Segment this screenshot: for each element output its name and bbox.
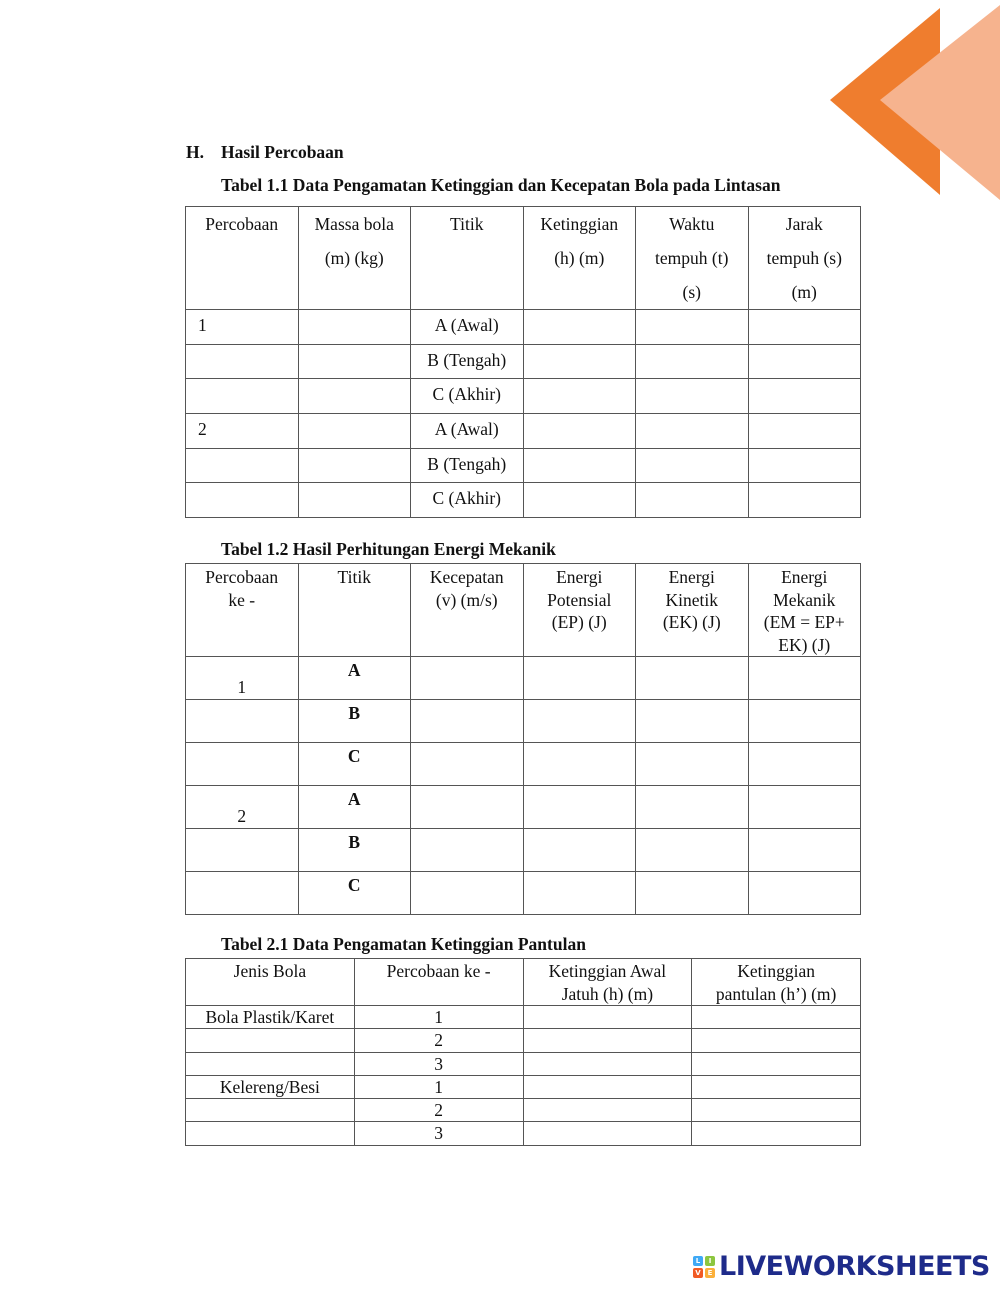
header-line: (h) (m) [554,248,605,268]
header-line: Jatuh (h) (m) [561,983,654,1004]
jarak-input-cell[interactable] [748,414,861,449]
massa-input-cell[interactable] [298,448,411,483]
ketinggian-awal-input-cell[interactable] [523,1052,692,1075]
corner-decoration [810,0,1000,200]
percobaan-cell [186,344,299,379]
column-header [411,564,524,657]
percobaan-cell [186,743,299,786]
table-row [186,344,861,379]
percobaan-cell [186,700,299,743]
liveworksheets-logo [693,1251,990,1282]
percobaan-cell [186,829,299,872]
table-row [186,1052,861,1075]
table-row [186,1029,861,1052]
logo-text: LIVEWORKSHEETS [719,1251,990,1282]
header-line: Waktu [669,214,715,234]
kecepatan-input-cell[interactable] [411,829,524,872]
logo-square: E [705,1268,715,1278]
ketinggian-input-cell[interactable] [523,414,636,449]
ketinggian-pantulan-input-cell[interactable] [692,1052,861,1075]
column-header [748,564,861,657]
table-row [186,786,861,829]
ketinggian-pantulan-input-cell[interactable] [692,1122,861,1145]
section-heading [186,142,344,163]
ketinggian-input-cell[interactable] [523,483,636,518]
ketinggian-pantulan-input-cell[interactable] [692,1099,861,1122]
kecepatan-input-cell[interactable] [411,743,524,786]
percobaan-cell [186,448,299,483]
header-line: Ketinggian [737,961,815,981]
table-2-1 [185,958,861,1146]
logo-square: L [693,1256,703,1266]
massa-input-cell[interactable] [298,414,411,449]
energi-kinetik-input-cell[interactable] [636,786,749,829]
column-header [186,959,355,1006]
header-line: Potensial [547,589,612,610]
percobaan-ke-cell: 2 [354,1029,523,1052]
table-row [186,310,861,345]
energi-kinetik-input-cell[interactable] [636,657,749,700]
waktu-input-cell[interactable] [636,448,749,483]
titik-cell: A [298,657,411,700]
column-header [692,959,861,1006]
energi-potensial-input-cell[interactable] [523,872,636,915]
energi-potensial-input-cell[interactable] [523,657,636,700]
energi-potensial-input-cell[interactable] [523,700,636,743]
ketinggian-awal-input-cell[interactable] [523,1006,692,1029]
column-header [186,207,299,310]
logo-icon [693,1256,715,1278]
titik-cell: C [298,872,411,915]
energi-potensial-input-cell[interactable] [523,829,636,872]
waktu-input-cell[interactable] [636,483,749,518]
ketinggian-input-cell[interactable] [523,344,636,379]
header-line: Percobaan [205,214,279,234]
ketinggian-pantulan-input-cell[interactable] [692,1006,861,1029]
percobaan-cell [186,483,299,518]
energi-potensial-input-cell[interactable] [523,743,636,786]
energi-mekanik-input-cell[interactable] [748,872,861,915]
column-header [523,959,692,1006]
header-line: Ketinggian Awal [548,961,667,981]
logo-square: V [693,1268,703,1278]
massa-input-cell[interactable] [298,344,411,379]
section-letter: H. [186,142,204,162]
percobaan-cell: 1 [186,310,299,345]
column-header [411,207,524,310]
ketinggian-awal-input-cell[interactable] [523,1029,692,1052]
ketinggian-input-cell[interactable] [523,448,636,483]
jarak-input-cell[interactable] [748,310,861,345]
ketinggian-awal-input-cell[interactable] [523,1122,692,1145]
header-line: tempuh (s) [766,248,842,268]
header-line: Jarak [785,214,823,234]
column-header [636,207,749,310]
header-line: Percobaan [205,567,279,587]
table-row [186,1122,861,1145]
header-line: ke - [228,589,256,610]
energi-mekanik-input-cell[interactable] [748,743,861,786]
ketinggian-pantulan-input-cell[interactable] [692,1075,861,1098]
header-line: Energi [556,567,603,587]
titik-cell: B [298,700,411,743]
header-line: Kecepatan [429,567,504,587]
waktu-input-cell[interactable] [636,379,749,414]
energi-potensial-input-cell[interactable] [523,786,636,829]
jarak-input-cell[interactable] [748,483,861,518]
header-line: Energi [781,567,828,587]
ketinggian-input-cell[interactable] [523,379,636,414]
energi-mekanik-input-cell[interactable] [748,700,861,743]
column-header [523,207,636,310]
column-header [298,564,411,657]
header-line: Energi [668,567,715,587]
titik-cell: A [298,786,411,829]
jarak-input-cell[interactable] [748,344,861,379]
header-line: (v) (m/s) [435,589,498,610]
percobaan-cell [186,872,299,915]
titik-cell: B (Tengah) [411,448,524,483]
ketinggian-awal-input-cell[interactable] [523,1075,692,1098]
kecepatan-input-cell[interactable] [411,700,524,743]
header-line: Titik [450,214,484,234]
column-header [523,564,636,657]
header-line: Percobaan ke - [386,961,491,981]
massa-input-cell[interactable] [298,310,411,345]
header-line: (s) [682,282,701,302]
titik-cell: C (Akhir) [411,483,524,518]
header-line: (m) (kg) [324,248,384,268]
jenis-bola-cell: Bola Plastik/Karet [186,1006,355,1029]
energi-mekanik-input-cell[interactable] [748,786,861,829]
column-header [354,959,523,1006]
table-row [186,414,861,449]
column-header [186,564,299,657]
percobaan-ke-cell: 3 [354,1122,523,1145]
titik-cell: C (Akhir) [411,379,524,414]
table-row [186,829,861,872]
header-line: (EP) (J) [551,612,607,632]
table-row [186,1006,861,1029]
header-line: Ketinggian [540,214,619,234]
header-line: (EK) (J) [662,612,721,632]
table-1-2 [185,563,861,915]
energi-kinetik-input-cell[interactable] [636,700,749,743]
energi-kinetik-input-cell[interactable] [636,872,749,915]
jenis-bola-cell: Kelereng/Besi [186,1075,355,1098]
table-row [186,379,861,414]
header-line: Jenis Bola [233,961,307,981]
logo-square: I [705,1256,715,1266]
kecepatan-input-cell[interactable] [411,786,524,829]
titik-cell: C [298,743,411,786]
percobaan-cell [186,379,299,414]
jenis-bola-cell [186,1029,355,1052]
titik-cell: B [298,829,411,872]
column-header [748,207,861,310]
header-line: Kinetik [665,589,718,610]
percobaan-ke-cell: 1 [354,1006,523,1029]
energi-kinetik-input-cell[interactable] [636,829,749,872]
percobaan-ke-cell: 3 [354,1052,523,1075]
kecepatan-input-cell[interactable] [411,872,524,915]
table-row [186,872,861,915]
table-row [186,743,861,786]
table-row [186,1099,861,1122]
percobaan-cell: 2 [186,414,299,449]
massa-input-cell[interactable] [298,379,411,414]
energi-kinetik-input-cell[interactable] [636,743,749,786]
energi-mekanik-input-cell[interactable] [748,829,861,872]
header-line: (EM = EP+ [763,612,845,632]
header-line: Massa bola [314,214,394,234]
jarak-input-cell[interactable] [748,448,861,483]
table-1-1-caption: Tabel 1.1 Data Pengamatan Ketinggian dan Kecepatan Bola pada Lintasan [221,175,781,195]
energi-mekanik-input-cell[interactable] [748,657,861,700]
titik-cell: A (Awal) [411,414,524,449]
header-line: (m) [791,282,817,302]
column-header [298,207,411,310]
table-row [186,1075,861,1098]
table-row [186,483,861,518]
percobaan-ke-cell: 1 [354,1075,523,1098]
percobaan-ke-cell: 2 [354,1099,523,1122]
kecepatan-input-cell[interactable] [411,657,524,700]
waktu-input-cell[interactable] [636,414,749,449]
jenis-bola-cell [186,1099,355,1122]
header-line: pantulan (h’) (m) [715,983,837,1004]
section-title: Hasil Percobaan [221,142,344,162]
ketinggian-awal-input-cell[interactable] [523,1099,692,1122]
header-line: tempuh (t) [655,248,729,268]
table-2-1-caption: Tabel 2.1 Data Pengamatan Ketinggian Pantulan [221,934,586,954]
table-row [186,700,861,743]
massa-input-cell[interactable] [298,483,411,518]
jarak-input-cell[interactable] [748,379,861,414]
titik-cell: A (Awal) [411,310,524,345]
percobaan-cell: 2 [186,786,299,829]
waktu-input-cell[interactable] [636,310,749,345]
table-1-2-caption: Tabel 1.2 Hasil Perhitungan Energi Mekanik [221,539,556,559]
header-line: EK) (J) [778,634,831,655]
ketinggian-pantulan-input-cell[interactable] [692,1029,861,1052]
table-row [186,448,861,483]
table-row [186,657,861,700]
titik-cell: B (Tengah) [411,344,524,379]
table-1-1 [185,206,861,518]
jenis-bola-cell [186,1052,355,1075]
header-line: Mekanik [773,589,836,610]
header-line: Titik [337,567,371,587]
percobaan-cell: 1 [186,657,299,700]
jenis-bola-cell [186,1122,355,1145]
waktu-input-cell[interactable] [636,344,749,379]
ketinggian-input-cell[interactable] [523,310,636,345]
column-header [636,564,749,657]
